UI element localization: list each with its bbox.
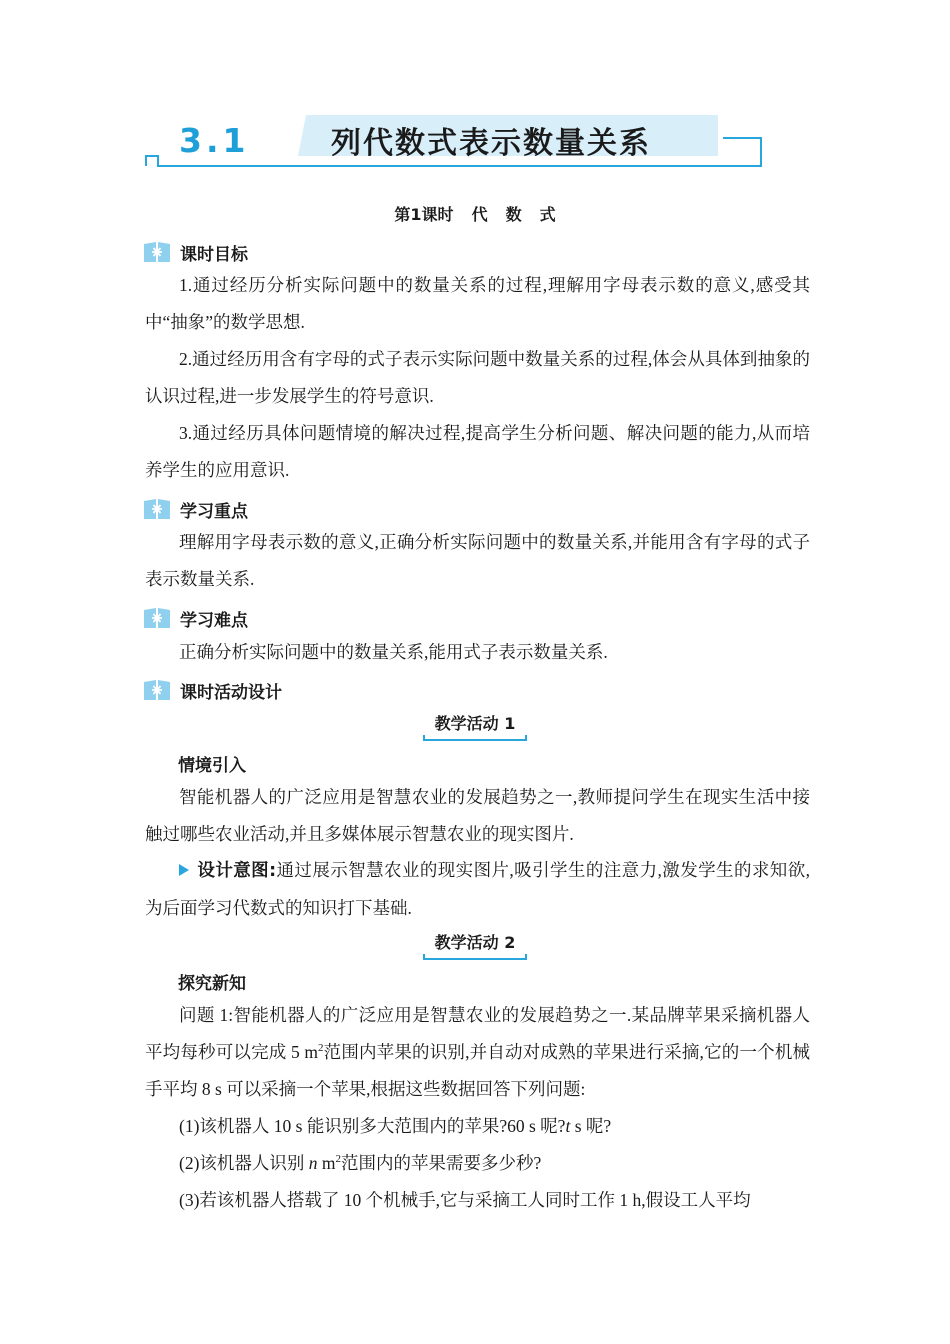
chapter-header	[143, 112, 765, 172]
design-intent-text: 通过展示智慧农业的现实图片,吸引学生的注意力,激发学生的求知欲,为后面学习代数式的知识打下基础.	[145, 860, 810, 918]
objective-item: 3.通过经历具体问题情境的解决过程,提高学生分析问题、解决问题的能力,从而培养学生的应用意识.	[145, 423, 810, 480]
section-objectives-title: 课时目标	[180, 244, 248, 265]
section-objectives-header	[143, 239, 248, 265]
open-book-icon	[143, 606, 171, 630]
keypoints-text: 理解用字母表示数的意义,正确分析实际问题中的数量关系,并能用含有字母的式子表示数量关系.	[145, 532, 810, 589]
lesson-topic-char: 数	[505, 205, 522, 224]
lesson-number: 1	[410, 205, 422, 224]
question-1: (1)该机器人 10 s 能识别多大范围内的苹果?60 s 呢?t s 呢?	[179, 1116, 612, 1136]
chapter-title: 列代数式表示数量关系	[331, 126, 651, 161]
open-book-icon	[143, 240, 171, 264]
section-design-header	[143, 677, 282, 703]
activity-1-text: 智能机器人的广泛应用是智慧农业的发展趋势之一,教师提问学生在现实生活中接触过哪些农业活动,并且多媒体展示智慧农业的现实图片.	[145, 787, 810, 844]
lesson-topic-char: 式	[539, 205, 556, 224]
lesson-suffix: 课时	[421, 205, 454, 224]
lesson-topic-char: 代	[471, 205, 488, 224]
activity-2-label: 教学活动 2	[0, 930, 950, 957]
section-keypoints-header	[143, 496, 248, 522]
lesson-title	[0, 202, 950, 225]
section-difficulties-title: 学习难点	[180, 610, 248, 631]
open-book-icon	[143, 678, 171, 702]
triangle-arrow-icon	[179, 864, 189, 876]
section-design-title: 课时活动设计	[180, 682, 282, 703]
activity-1-label: 教学活动 1	[0, 711, 950, 738]
difficulties-text: 正确分析实际问题中的数量关系,能用式子表示数量关系.	[179, 642, 608, 662]
lesson-prefix: 第	[394, 205, 411, 224]
design-intent-label: 设计意图:	[197, 861, 277, 881]
section-difficulties-header	[143, 605, 248, 631]
design-intent	[145, 852, 810, 927]
objective-item: 2.通过经历用含有字母的式子表示实际问题中数量关系的过程,体会从具体到抽象的认识过程,进一步发展学生的符号意识.	[145, 349, 810, 406]
activity-1-heading: 情境引入	[178, 756, 246, 776]
open-book-icon	[143, 497, 171, 521]
objective-item: 1.通过经历分析实际问题中的数量关系的过程,理解用字母表示数的意义,感受其中“抽象”的数学思想.	[145, 275, 810, 332]
problem-1-text: 问题 1:智能机器人的广泛应用是智慧农业的发展趋势之一.某品牌苹果采摘机器人平均每秒可以完成 5 $m^2$范围内苹果的识别,并自动对成熟的苹果进行采摘,它的一个机械手平均 8 s 可以采摘一个苹果,根据这些数据回答下列问题:	[145, 1005, 810, 1099]
activity-2-heading: 探究新知	[178, 974, 246, 994]
chapter-number: 3.1	[179, 121, 250, 160]
question-3: (3)若该机器人搭载了 10 个机械手,它与采摘工人同时工作 1 h,假设工人平均	[179, 1190, 751, 1210]
question-2: (2)该机器人识别 n $m^2$范围内的苹果需要多少秒?	[179, 1153, 542, 1173]
section-keypoints-title: 学习重点	[180, 501, 248, 522]
